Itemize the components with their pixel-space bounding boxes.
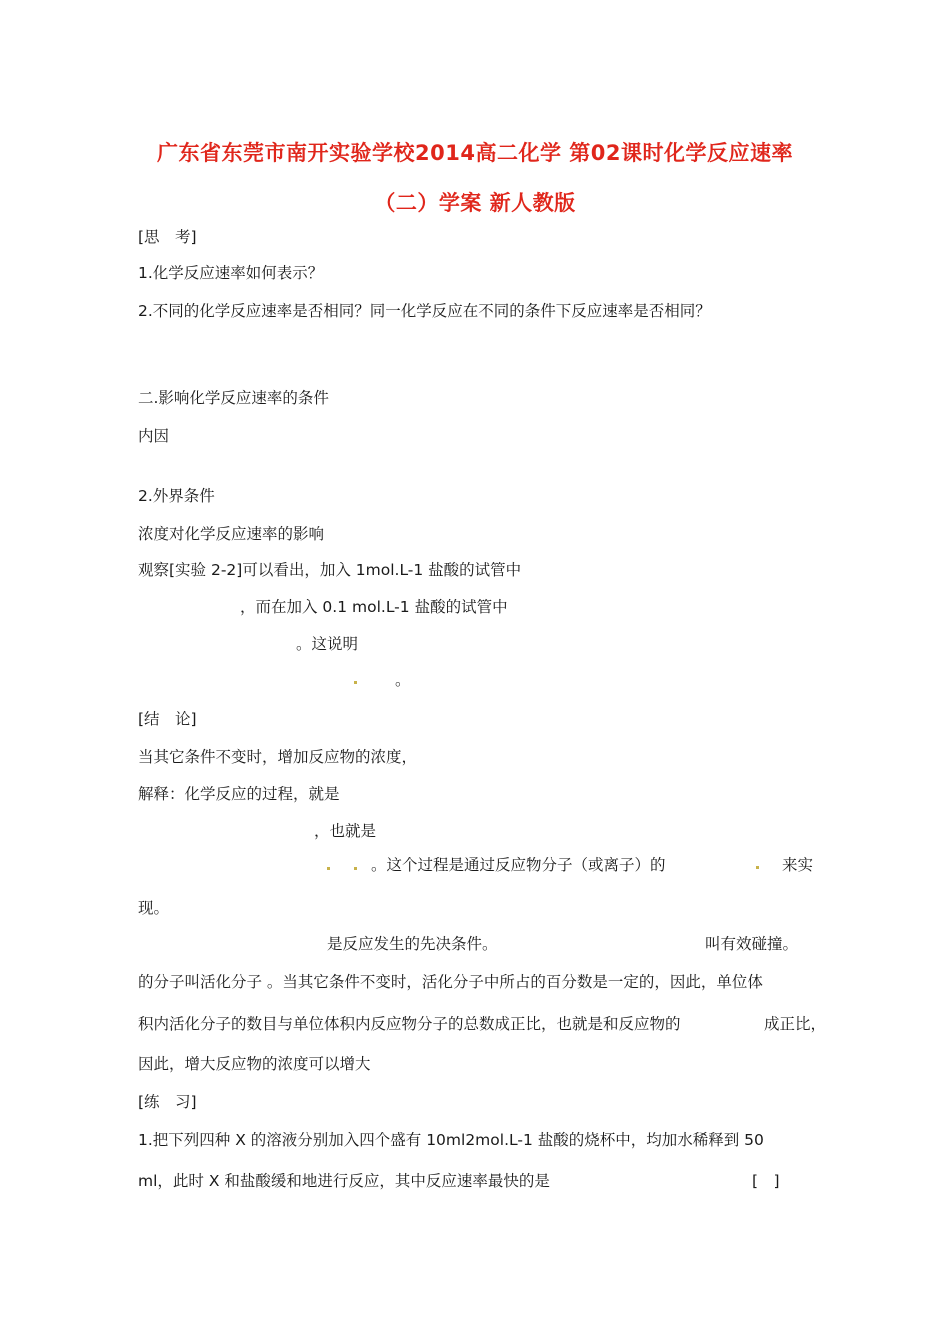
proportional-text-cont: 成正比，: [764, 1015, 827, 1033]
blank-mark-dot: [756, 866, 759, 869]
practice-header: [练 习]: [138, 1093, 197, 1111]
proportional-text: 积内活化分子的数目与单位体积内反应物分子的总数成正比，也就是和反应物的: [138, 1015, 681, 1033]
question-1: 1.化学反应速率如何表示？: [138, 264, 324, 282]
answer-bracket: [ ]: [752, 1172, 780, 1190]
effective-collision-text: 叫有效碰撞。: [705, 935, 799, 953]
process-text: 。这个过程是通过反应物分子（或离子）的: [371, 856, 666, 874]
external-conditions: 2.外界条件: [138, 487, 215, 505]
increase-text: 因此，增大反应物的浓度可以增大: [138, 1055, 371, 1073]
think-header: [思 考]: [138, 228, 197, 246]
blank-mark-dot: [354, 681, 357, 684]
activated-molecule-text: 的分子叫活化分子 。当其它条件不变时，活化分子中所占的百分数是一定的，因此，单位体: [138, 973, 763, 991]
shows-sentence: 。这说明: [296, 635, 359, 653]
practice-1-line-1: 1.把下列四种 X 的溶液分别加入四个盛有 10ml2mol.L-1 盐酸的烧杯中，均加水稀释到 50: [138, 1131, 764, 1149]
section-heading-conditions: 二.影响化学反应速率的条件: [138, 389, 329, 407]
prerequisite-text: 是反应发生的先决条件。: [327, 935, 498, 953]
document-title-line-1: 广东省东莞市南开实验学校2014高二化学 第02课时化学反应速率: [157, 141, 793, 165]
observe-sentence-cont: ，而在加入 0.1 mol.L-1 盐酸的试管中: [240, 598, 508, 616]
sentence-end-period: 。: [395, 671, 411, 689]
internal-factor: 内因: [138, 427, 170, 445]
realize-text: 来实: [782, 856, 814, 874]
blank-mark-dot: [327, 867, 330, 870]
question-2: 2.不同的化学反应速率是否相同？同一化学反应在不同的条件下反应速率是否相同？: [138, 302, 711, 320]
concentration-heading: 浓度对化学反应速率的影响: [138, 525, 325, 543]
observe-sentence: 观察[实验 2-2]可以看出，加入 1mol.L-1 盐酸的试管中: [138, 561, 522, 579]
practice-1-line-2: ml，此时 X 和盐酸缓和地进行反应，其中反应速率最快的是: [138, 1172, 550, 1190]
document-title-line-2: （二）学案 新人教版: [374, 191, 576, 215]
conclusion-text: 当其它条件不变时，增加反应物的浓度，: [138, 748, 418, 766]
realize-text-cont: 现。: [138, 899, 170, 917]
explain-text: 解释：化学反应的过程，就是: [138, 785, 340, 803]
also-text: ，也就是: [314, 822, 377, 840]
blank-mark-dot: [354, 867, 357, 870]
conclusion-header: [结 论]: [138, 710, 197, 728]
